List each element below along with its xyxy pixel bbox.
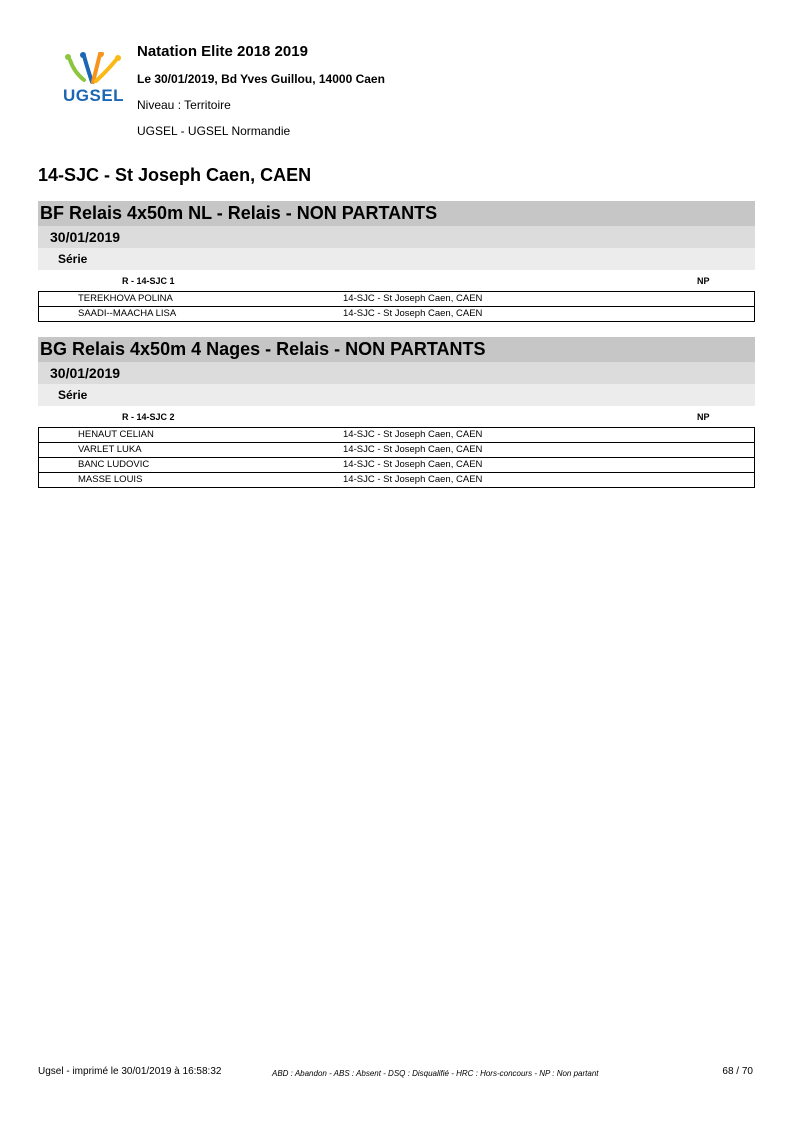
- event-serie: Série: [38, 248, 755, 270]
- team-name: R - 14-SJC 1: [122, 276, 175, 286]
- table-row: [39, 457, 754, 472]
- footer-printed: Ugsel - imprimé le 30/01/2019 à 16:58:32: [38, 1066, 222, 1077]
- swimmer-name: MASSE LOUIS: [78, 474, 143, 485]
- swimmer-table: [38, 427, 755, 488]
- swimmer-name: HENAUT CELIAN: [78, 429, 154, 440]
- swimmer-table: [38, 291, 755, 322]
- swimmer-club: 14-SJC - St Joseph Caen, CAEN: [343, 474, 483, 485]
- meet-level: Niveau : Territoire: [137, 98, 231, 112]
- table-row: [39, 306, 754, 321]
- team-name: R - 14-SJC 2: [122, 412, 175, 422]
- footer-legend: ABD : Abandon - ABS : Absent - DSQ : Disqualifié - HRC : Hors-concours - NP : Non partant: [272, 1069, 599, 1078]
- team-row: [38, 406, 755, 427]
- team-row: [38, 270, 755, 291]
- team-status: NP: [697, 276, 710, 286]
- event-serie: Série: [38, 384, 755, 406]
- logo-text: UGSEL: [63, 86, 125, 105]
- swimmer-name: SAADI--MAACHA LISA: [78, 308, 177, 319]
- footer-page-number: 68 / 70: [722, 1066, 753, 1077]
- table-row: [39, 442, 754, 457]
- event-section: [38, 337, 755, 488]
- swimmer-name: BANC LUDOVIC: [78, 459, 150, 470]
- table-row: [39, 428, 754, 442]
- meet-title: Natation Elite 2018 2019: [137, 43, 308, 60]
- event-date: 30/01/2019: [38, 362, 755, 384]
- swimmer-club: 14-SJC - St Joseph Caen, CAEN: [343, 308, 483, 319]
- event-title: BG Relais 4x50m 4 Nages - Relais - NON PARTANTS: [38, 337, 755, 362]
- event-title: BF Relais 4x50m NL - Relais - NON PARTANTS: [38, 201, 755, 226]
- club-title: 14-SJC - St Joseph Caen, CAEN: [38, 165, 312, 185]
- swimmer-club: 14-SJC - St Joseph Caen, CAEN: [343, 429, 483, 440]
- meet-date-location: Le 30/01/2019, Bd Yves Guillou, 14000 Caen: [137, 72, 385, 86]
- swimmer-name: VARLET LUKA: [78, 444, 142, 455]
- table-row: [39, 292, 754, 306]
- meet-organisation: UGSEL - UGSEL Normandie: [137, 124, 291, 138]
- table-row: [39, 472, 754, 487]
- team-status: NP: [697, 412, 710, 422]
- swimmer-club: 14-SJC - St Joseph Caen, CAEN: [343, 459, 483, 470]
- event-section: [38, 201, 755, 322]
- event-date: 30/01/2019: [38, 226, 755, 248]
- swimmer-club: 14-SJC - St Joseph Caen, CAEN: [343, 293, 483, 304]
- swimmer-club: 14-SJC - St Joseph Caen, CAEN: [343, 444, 483, 455]
- swimmer-name: TEREKHOVA POLINA: [78, 293, 173, 304]
